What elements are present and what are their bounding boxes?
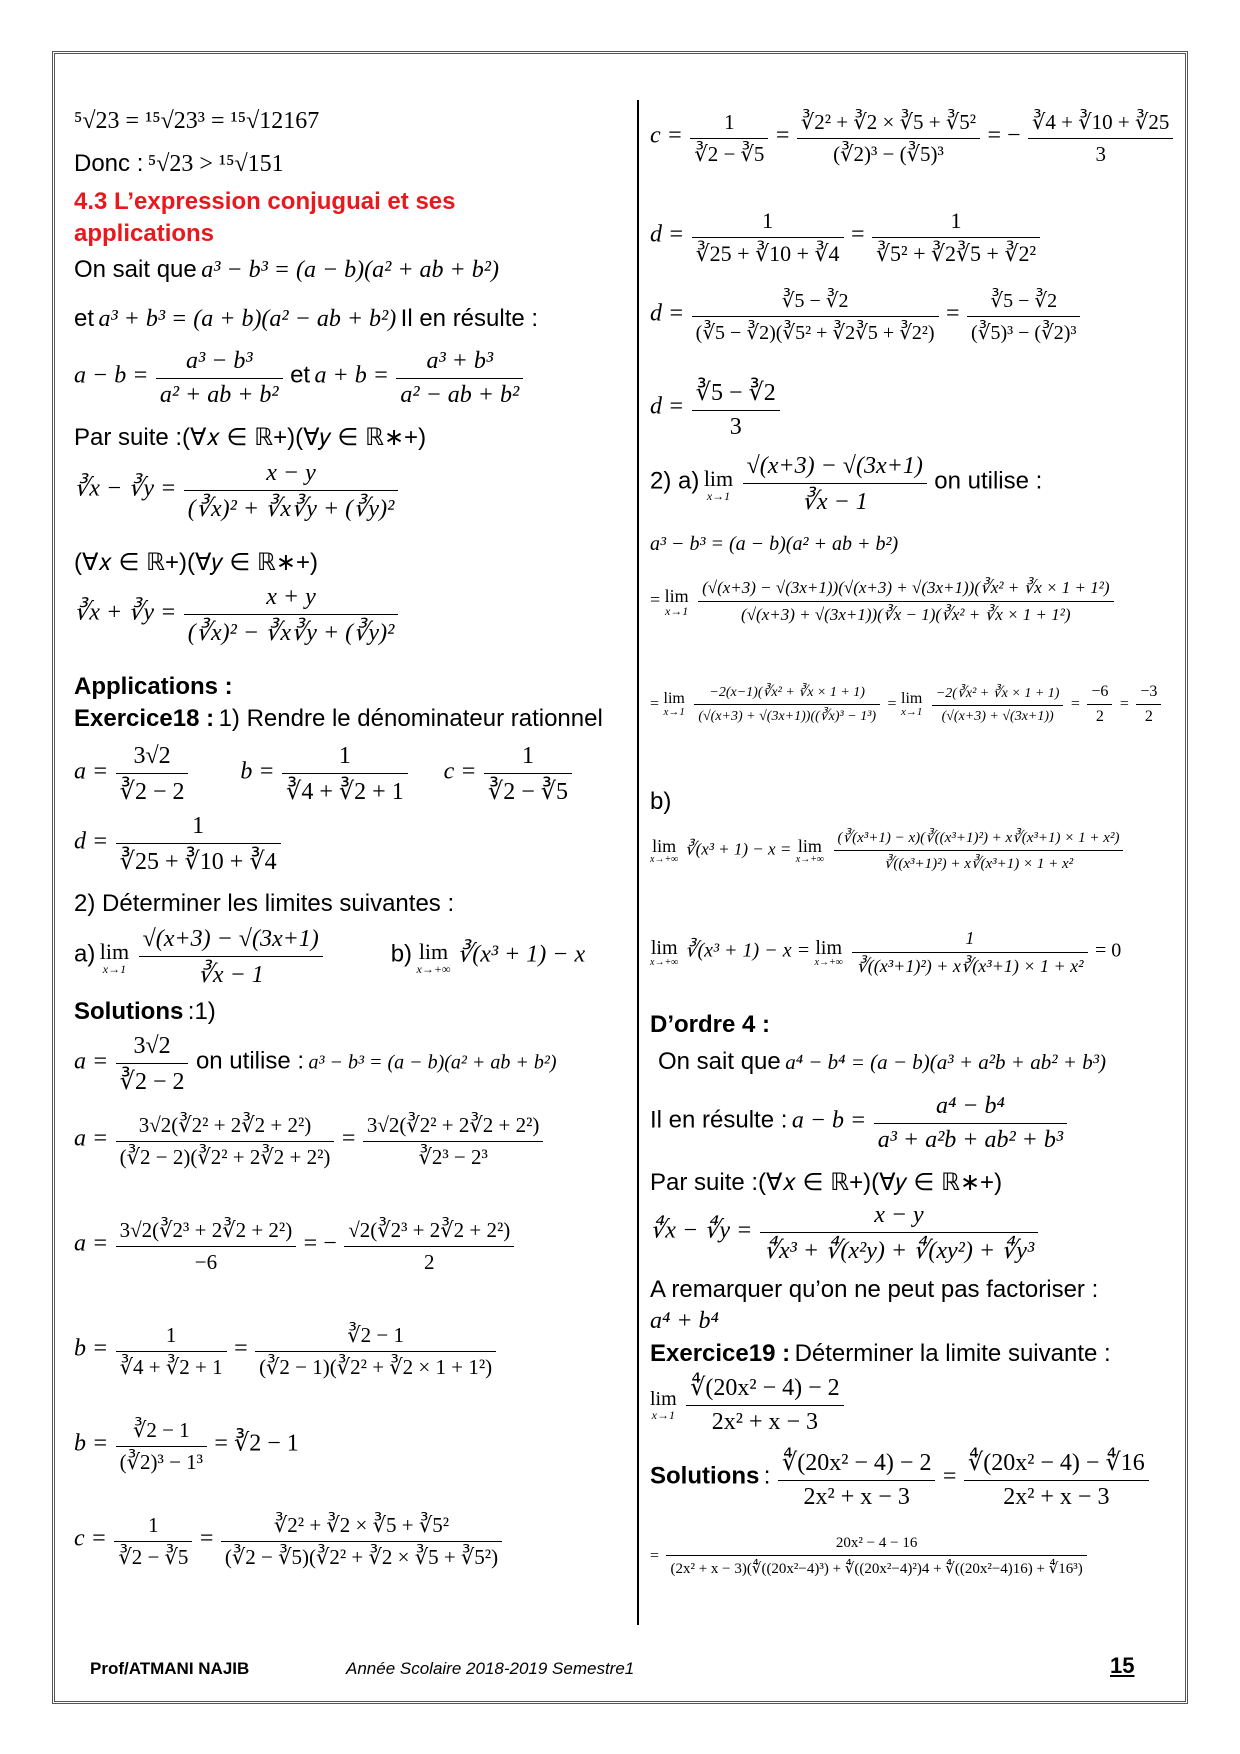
l2a-s1-lim xyxy=(665,587,689,617)
rd1-den: ∛25 + ∛10 + ∛4 xyxy=(695,241,840,266)
sol-b1-den2: (∛2 − 1)(∛2² + ∛2 × 1 + 1²) xyxy=(259,1355,493,1379)
exercise18-label: Exercice18 : xyxy=(74,705,215,732)
sol-a1-util: on utilise : xyxy=(195,1047,304,1075)
l2a-s2-lim2-word: lim xyxy=(901,690,923,707)
limits-question: 2) Déterminer les limites suivantes : xyxy=(74,890,455,917)
lb2-lim2 xyxy=(815,938,843,968)
d-num: 1 xyxy=(116,813,281,844)
l2a-s2-fraction xyxy=(694,684,880,725)
sol-label: Solutions xyxy=(650,1462,760,1490)
footer-author: Prof/ATMANI NAJIB xyxy=(90,1659,250,1678)
sol-a3-eq: = − xyxy=(303,1230,337,1257)
sol-a1 xyxy=(74,1033,557,1096)
l2a-s1-den: (√(x+3) + √(3x+1))(∛x − 1)(∛x² + ∛x × 1 + 1²) xyxy=(741,605,1071,624)
q4-left: ∜x − ∜y = xyxy=(650,1217,753,1244)
ex19-fraction xyxy=(686,1373,844,1436)
l2a-s1-lim-sub: x→1 xyxy=(664,603,689,618)
rd3-fraction xyxy=(692,378,780,441)
o4-label: On sait que xyxy=(658,1048,781,1075)
sol-eq2: = xyxy=(650,1547,660,1565)
rd2-fraction xyxy=(692,288,939,345)
fourth-root-diff xyxy=(650,1202,1041,1265)
exercise19-limit xyxy=(650,1373,847,1436)
sol-a2-left: a = xyxy=(74,1125,109,1152)
section-title-line1: 4.3 L’expression conjuguai et ses xyxy=(74,188,456,215)
c-den: ∛2 − ∛5 xyxy=(487,779,569,805)
ab-den: a² + ab + b² xyxy=(159,382,279,408)
b-den: ∛4 + ∛2 + 1 xyxy=(286,779,404,805)
lb2-lim2-sub: x→+∞ xyxy=(814,956,843,968)
exercise19-line xyxy=(650,1340,1111,1368)
ab-left: a − b = xyxy=(74,362,149,389)
l2a-s2-num4: −3 xyxy=(1136,683,1161,705)
l2a-s2-fraction4 xyxy=(1136,683,1161,726)
lb1-lim-sub: x→+∞ xyxy=(650,853,679,865)
d-fraction xyxy=(116,813,281,876)
l2a-s2-den4: 2 xyxy=(1144,708,1153,725)
ab-num: a³ − b³ xyxy=(156,348,283,379)
rc-num: 1 xyxy=(690,110,768,139)
rd3-left: d = xyxy=(650,393,685,420)
parsuite-line: Par suite :(∀𝑥 ∈ ℝ+)(∀𝑦 ∈ ℝ∗+) xyxy=(74,424,427,451)
lb2-lim-sub: x→+∞ xyxy=(650,956,679,968)
lb2-lim xyxy=(650,938,678,968)
cube-diff-fraction xyxy=(184,460,399,523)
l2a-s2-eq3: = xyxy=(1070,695,1080,713)
b-fraction xyxy=(282,743,408,806)
sol-eq: = xyxy=(942,1463,957,1490)
sol-fraction2 xyxy=(964,1448,1149,1511)
sol-b1-left: b = xyxy=(74,1335,109,1362)
d-left: d = xyxy=(74,828,109,855)
c-fraction xyxy=(484,743,572,806)
sol-c1-den: ∛2 − ∛5 xyxy=(118,1545,189,1569)
sol-a3-den2: 2 xyxy=(423,1250,435,1274)
rd3-num: ∛5 − ∛2 xyxy=(692,378,780,411)
solutions-label: Solutions xyxy=(74,998,184,1025)
limit-b-step2 xyxy=(650,928,1121,977)
q4-num: x − y xyxy=(760,1202,1038,1233)
sol-den: 2x² + x − 3 xyxy=(803,1484,910,1510)
lb2-lim-word: lim xyxy=(650,936,678,959)
et-expr: a³ + b³ = (a + b)(a² − ab + b²) xyxy=(98,306,397,332)
sol-a3-den: −6 xyxy=(194,1250,218,1274)
qa-num: √(x+3) − √(3x+1) xyxy=(139,926,323,957)
l2a-s2-den2: (√(x+3) + √(3x+1)) xyxy=(941,708,1054,724)
rd2-num: ∛5 − ∛2 xyxy=(692,288,939,317)
cube-diff-left: ∛x − ∛y = xyxy=(74,475,177,502)
l2a-lim-sub: x→1 xyxy=(706,488,731,503)
rd2-num2: ∛5 − ∛2 xyxy=(967,288,1080,317)
c-num: 1 xyxy=(484,743,572,774)
sol-b1-fraction2 xyxy=(255,1323,496,1380)
sol-a3 xyxy=(74,1218,517,1275)
d-den: ∛25 + ∛10 + ∛4 xyxy=(119,849,277,875)
rd2-fraction2 xyxy=(967,288,1080,345)
sol-c1-eq: = xyxy=(199,1525,214,1552)
sol-b1-den: ∛4 + ∛2 + 1 xyxy=(119,1355,223,1379)
cube-diff-num: x − y xyxy=(184,460,399,491)
exercise19-label: Exercice19 : xyxy=(650,1340,791,1367)
rd1-left: d = xyxy=(650,221,685,248)
l2a-label: 2) a) xyxy=(650,467,700,495)
solutions-rest: :1) xyxy=(187,998,216,1025)
footer-year: Année Scolaire 2018-2019 Semestre1 xyxy=(346,1659,635,1678)
l2a-s2-eq4: = xyxy=(1119,695,1129,713)
rd1-den2: ∛5² + ∛2∛5 + ∛2² xyxy=(875,241,1037,266)
sol-a2-fraction xyxy=(116,1113,335,1170)
ex19-lim-word: lim xyxy=(650,1387,677,1410)
lb2-den: ∛((x³+1)²) + x∛(x³+1) × 1 + x² xyxy=(856,956,1084,976)
apb-num: a³ + b³ xyxy=(396,348,523,379)
sol-num: ∜(20x² − 4) − 2 xyxy=(778,1448,936,1481)
l2a-util: on utilise : xyxy=(934,467,1043,495)
section-title-line2: applications xyxy=(74,220,215,247)
rc-left: c = xyxy=(650,122,683,149)
lb1-fraction xyxy=(834,828,1124,873)
exercise18-abc xyxy=(74,743,575,806)
rd1-fraction2 xyxy=(872,208,1040,267)
o4-res-den: a³ + a²b + ab² + b³ xyxy=(877,1127,1064,1153)
l2a-s1-fraction xyxy=(698,578,1113,625)
sol-a2-fraction2 xyxy=(363,1113,544,1170)
lb1-lim2-sub: x→+∞ xyxy=(795,853,825,865)
sol-a1-util-expr: a³ − b³ = (a − b)(a² + ab + b²) xyxy=(308,1051,557,1074)
rc-fraction xyxy=(690,110,768,167)
exercise18-d xyxy=(74,813,284,876)
root-equality: ⁵√23 = ¹⁵√23³ = ¹⁵√12167 xyxy=(74,108,320,134)
d-step3 xyxy=(650,378,783,441)
limit-b-step1 xyxy=(650,828,1126,873)
l2a-s2-lim-sub: x→1 xyxy=(663,706,685,718)
sol-c1-fraction2 xyxy=(221,1513,502,1570)
lb1-den: ∛((x³+1)²) + x∛(x³+1) × 1 + x² xyxy=(883,856,1074,872)
limits-items xyxy=(74,926,585,989)
lb1-lim2 xyxy=(796,837,824,865)
donc-label: Donc : xyxy=(74,150,144,177)
sol-num2: ∜(20x² − 4) − ∜16 xyxy=(964,1448,1149,1481)
l2a-lim-word: lim xyxy=(703,465,734,491)
cube-identity: a³ − b³ = (a − b)(a² + ab + b²) xyxy=(650,533,899,555)
sol-a2 xyxy=(74,1113,546,1170)
onsait-line xyxy=(74,256,499,284)
l2a-s2-den3: 2 xyxy=(1095,708,1104,725)
sol-den3: (2x² + x − 3)(∜((20x²−4)³) + ∜((20x²−4)²)4 + ∜((20x²−4)16) + ∜16³) xyxy=(670,1561,1083,1577)
rd3-den: 3 xyxy=(729,414,742,440)
rd1-num2: 1 xyxy=(872,208,1040,238)
sol-a2-den: (∛2 − 2)(∛2² + 2∛2 + 2²) xyxy=(119,1145,331,1169)
lb1-expr: ∛(x³ + 1) − x = xyxy=(684,839,792,859)
c-simplification xyxy=(650,110,1176,167)
rd2-den: (∛5 − ∛2)(∛5² + ∛2∛5 + ∛2²) xyxy=(695,322,935,344)
sol-fraction xyxy=(778,1448,936,1511)
cube-diff-formula xyxy=(74,460,401,523)
onsait-label: On sait que xyxy=(74,256,197,283)
exercise18-text: 1) Rendre le dénominateur rationnel xyxy=(218,705,603,732)
l2a-lim xyxy=(703,465,734,503)
rc-den2: (∛2)³ − (∛5)³ xyxy=(833,142,944,166)
sol-a1-left: a = xyxy=(74,1048,109,1075)
qb-expr: ∛(x³ + 1) − x xyxy=(456,941,586,968)
sol-c1-fraction xyxy=(114,1513,192,1570)
l2a-s2-fraction3 xyxy=(1087,683,1112,726)
sol-b2-den: (∛2)³ − 1³ xyxy=(119,1450,203,1474)
lb1-lim xyxy=(650,837,678,865)
limit-2a xyxy=(650,453,1042,516)
l2a-fraction xyxy=(743,453,927,516)
sol-a2-eq: = xyxy=(341,1125,356,1152)
sol-b2-num: ∛2 − 1 xyxy=(116,1418,207,1447)
column-separator xyxy=(637,100,639,1625)
lb2-fraction xyxy=(852,928,1087,977)
ex19-solution1 xyxy=(650,1448,1152,1511)
cube-diff-den: (∛x)² + ∛x∛y + (∛y)² xyxy=(187,496,395,522)
o4-res-fraction xyxy=(874,1093,1067,1154)
apb-left: a + b = xyxy=(314,362,389,389)
et-label: et xyxy=(74,305,95,332)
rc-den3: 3 xyxy=(1095,142,1106,166)
apb-fraction xyxy=(396,348,523,409)
lb2-num: 1 xyxy=(852,928,1087,953)
ex19-lim xyxy=(650,1389,677,1421)
sol-b1-num2: ∛2 − 1 xyxy=(255,1323,496,1352)
qb-label: b) xyxy=(390,940,413,968)
et-line xyxy=(74,305,538,333)
l2a-s2-num: −2(x−1)(∛x² + ∛x × 1 + 1) xyxy=(694,684,880,705)
l2a-s2-num2: −2(∛x² + ∛x × 1 + 1) xyxy=(932,685,1064,706)
l2a-s2-num3: −6 xyxy=(1087,683,1112,705)
sol-a3-left: a = xyxy=(74,1230,109,1257)
remarque-line: A remarquer qu’on ne peut pas factoriser : xyxy=(650,1276,1099,1303)
ordre4-result xyxy=(650,1093,1070,1154)
qa-label: a) xyxy=(74,940,96,968)
sol-b2 xyxy=(74,1418,299,1475)
a-den: ∛2 − 2 xyxy=(119,779,185,805)
remarque-expr: a⁴ + b⁴ xyxy=(650,1308,719,1334)
cube-sum-den: (∛x)² − ∛x∛y + (∛y)² xyxy=(187,620,395,646)
exercise19-text: Déterminer la limite suivante : xyxy=(794,1340,1111,1367)
ordre4-identity xyxy=(658,1048,1106,1076)
rd2-eq: = xyxy=(946,300,960,327)
ex19-num: ∜(20x² − 4) − 2 xyxy=(686,1373,844,1406)
rc-num3: ∛4 + ∛10 + ∛25 xyxy=(1028,110,1173,139)
quantifier-line: (∀𝑥 ∈ ℝ+)(∀𝑦 ∈ ℝ∗+) xyxy=(74,549,319,576)
l2a-num: √(x+3) − √(3x+1) xyxy=(743,453,927,484)
l2a-s1-num: (√(x+3) − √(3x+1))(√(x+3) + √(3x+1))(∛x² + ∛x × 1 + 1²) xyxy=(698,578,1113,602)
rd1-fraction xyxy=(692,208,844,267)
qa-den: ∛x − 1 xyxy=(197,962,264,988)
a-fraction xyxy=(116,743,189,806)
sol-b2-fraction xyxy=(116,1418,207,1475)
lb2-expr: ∛(x³ + 1) − x = xyxy=(684,939,811,962)
sol-a1-den: ∛2 − 2 xyxy=(119,1069,185,1095)
qb-lim-sub: x→+∞ xyxy=(416,961,451,976)
sol-b1-num: 1 xyxy=(116,1323,227,1352)
l2a-s2-eq2: = xyxy=(887,695,897,713)
ordre4-heading: D’ordre 4 : xyxy=(650,1011,771,1038)
cube-sum-formula xyxy=(74,584,401,647)
l2a-den: ∛x − 1 xyxy=(801,489,868,515)
o4-res-left: a − b = xyxy=(791,1107,867,1134)
limit-2a-step1 xyxy=(650,578,1117,625)
l2a-s2-den: (√(x+3) + √(3x+1))((∛x)³ − 1³) xyxy=(698,709,877,724)
parsuite-right: Par suite :(∀𝑥 ∈ ℝ+)(∀𝑦 ∈ ℝ∗+) xyxy=(650,1169,1003,1196)
sol-a2-den2: ∛2³ − 2³ xyxy=(418,1145,488,1169)
sol-a2-num2: 3√2(∛2² + 2∛2 + 2²) xyxy=(363,1113,544,1142)
onsait-expr: a³ − b³ = (a − b)(a² + ab + b²) xyxy=(201,257,499,283)
l2a-s2-fraction2 xyxy=(932,685,1064,725)
sol-a3-num: 3√2(∛2³ + 2∛2 + 2²) xyxy=(116,1218,297,1247)
limit-2a-step2 xyxy=(650,683,1164,726)
lb1-num: (∛(x³+1) − x)(∛((x³+1)²) + x∛(x³+1) × 1 + x²) xyxy=(834,828,1124,851)
sol-a3-fraction xyxy=(116,1218,297,1275)
ab-fraction xyxy=(156,348,283,409)
rc-eq: = xyxy=(775,122,790,149)
lb1-lim-word: lim xyxy=(652,835,677,856)
o4-expr: a⁴ − b⁴ = (a − b)(a³ + a²b + ab² + b³) xyxy=(785,1050,1106,1074)
sol-b1 xyxy=(74,1323,499,1380)
solutions-heading xyxy=(74,998,216,1026)
sol-b1-fraction xyxy=(116,1323,227,1380)
il-resulte: Il en résulte : xyxy=(400,305,539,332)
sol-c1-num: 1 xyxy=(114,1513,192,1542)
rc-eq2: = − xyxy=(987,122,1021,149)
o4-res-num: a⁴ − b⁴ xyxy=(874,1093,1067,1124)
sol-a3-fraction2 xyxy=(344,1218,514,1275)
qa-lim-word: lim xyxy=(99,938,130,964)
rd1-num: 1 xyxy=(692,208,844,238)
rd1-eq: = xyxy=(850,221,865,248)
b-num: 1 xyxy=(282,743,408,774)
l2a-s1-eq: = xyxy=(650,589,661,610)
sol-b2-left: b = xyxy=(74,1430,109,1457)
qb-lim xyxy=(416,938,451,976)
cube-sum-left: ∛x + ∛y = xyxy=(74,599,177,626)
rc-den: ∛2 − ∛5 xyxy=(694,142,765,166)
o4-res-label: Il en résulte : xyxy=(650,1106,788,1134)
sol-b1-eq: = xyxy=(234,1335,248,1362)
qa-fraction xyxy=(139,926,323,989)
sol-fraction3 xyxy=(666,1535,1086,1578)
lb1-lim2-word: lim xyxy=(797,835,822,856)
et2-label: et xyxy=(290,361,311,389)
qb-lim-word: lim xyxy=(418,938,449,964)
donc-expr: ⁵√23 > ¹⁵√151 xyxy=(147,151,284,177)
rc-num2: ∛2² + ∛2 × ∛5 + ∛5² xyxy=(797,110,980,139)
rd2-den2: (∛5)³ − (∛2)³ xyxy=(971,322,1077,344)
applications-heading: Applications : xyxy=(74,673,233,700)
l2a-s2-lim2-sub: x→1 xyxy=(901,706,923,718)
l2a-s2-lim-word: lim xyxy=(663,690,685,707)
sol-a1-num: 3√2 xyxy=(116,1033,189,1064)
ab-formulas xyxy=(74,348,526,409)
sol-num3: 20x² − 4 − 16 xyxy=(666,1535,1086,1556)
l2a-s2-lim2 xyxy=(901,691,922,718)
lb2-result: = 0 xyxy=(1094,939,1122,962)
lb2-lim2-word: lim xyxy=(815,936,843,959)
sol-den2: 2x² + x − 3 xyxy=(1003,1484,1110,1510)
a-left: a = xyxy=(74,758,109,785)
q4-fraction xyxy=(760,1202,1038,1265)
rd2-left: d = xyxy=(650,300,685,327)
b-left: b = xyxy=(240,758,275,785)
q4-den: ∜x³ + ∜(x²y) + ∜(xy²) + ∜y³ xyxy=(763,1238,1035,1264)
sol-c1-left: c = xyxy=(74,1525,107,1552)
apb-den: a² − ab + b² xyxy=(400,382,520,408)
sol-colon: : xyxy=(763,1462,771,1490)
rc-fraction2 xyxy=(797,110,980,167)
l2a-s2-eq: = xyxy=(650,695,660,713)
exercise18-line xyxy=(74,705,603,733)
sol-c1 xyxy=(74,1513,505,1570)
c-left: c = xyxy=(443,758,477,785)
ex19-solution2 xyxy=(650,1535,1090,1578)
qa-lim xyxy=(99,938,130,976)
cube-sum-num: x + y xyxy=(184,584,399,615)
d-step1 xyxy=(650,208,1043,267)
a-num: 3√2 xyxy=(116,743,189,774)
qa-lim-sub: x→1 xyxy=(102,961,127,976)
d-step2 xyxy=(650,288,1083,345)
sol-c1-num2: ∛2² + ∛2 × ∛5 + ∛5² xyxy=(221,1513,502,1542)
page-number: 15 xyxy=(1110,1653,1135,1678)
sol-b2-rest: = ∛2 − 1 xyxy=(214,1430,299,1457)
sol-a3-num2: √2(∛2³ + 2∛2 + 2²) xyxy=(344,1218,514,1247)
l2a-s2-lim xyxy=(663,691,684,718)
sol-c1-den2: (∛2 − ∛5)(∛2² + ∛2 × ∛5 + ∛5²) xyxy=(224,1545,499,1569)
sol-a1-fraction xyxy=(116,1033,189,1096)
l2a-s1-lim-word: lim xyxy=(664,585,689,606)
ex19-lim-sub: x→1 xyxy=(651,1407,675,1422)
ex19-den: 2x² + x − 3 xyxy=(711,1409,819,1435)
rc-fraction3 xyxy=(1028,110,1173,167)
sol-a2-num: 3√2(∛2² + 2∛2 + 2²) xyxy=(116,1113,335,1142)
b-label: b) xyxy=(650,788,672,815)
donc-line xyxy=(74,150,284,178)
cube-sum-fraction xyxy=(184,584,399,647)
